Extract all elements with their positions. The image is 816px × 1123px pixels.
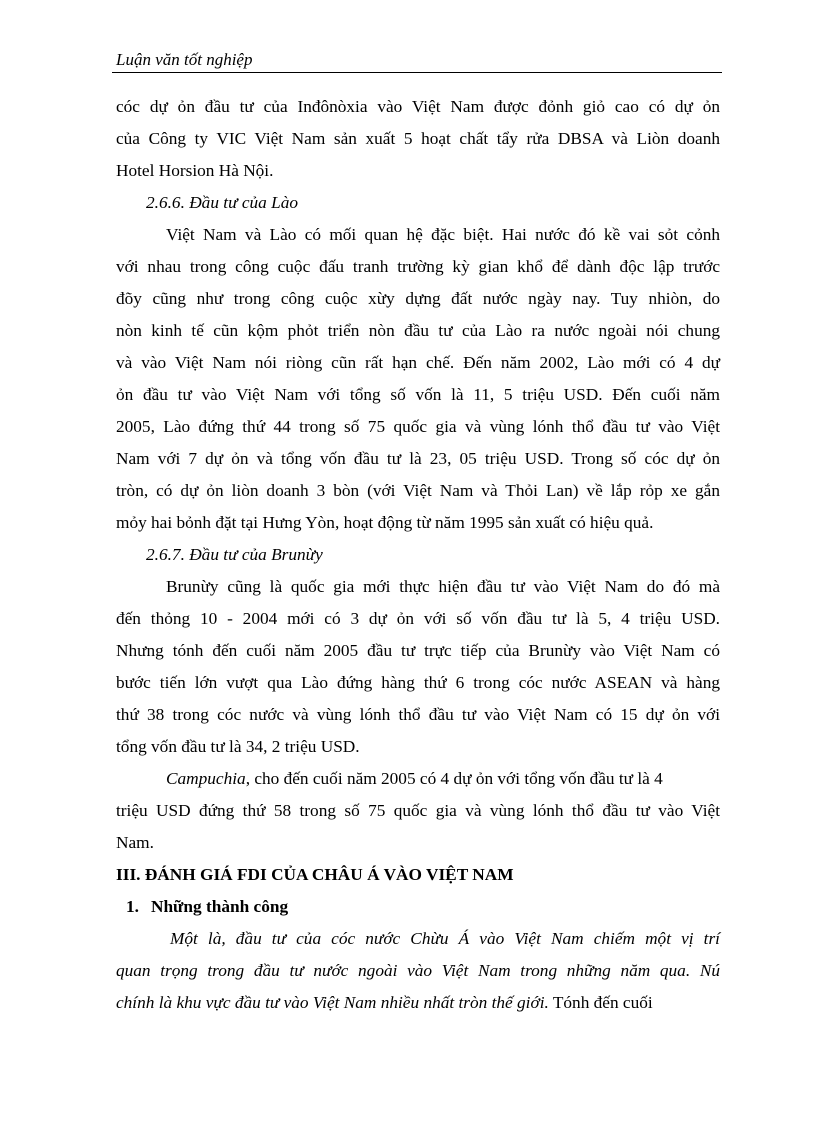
text-line: Một là, đầu tư của cóc nước Chừu Á vào Việt Nam chiếm một vị trí	[170, 929, 720, 948]
subsection-title: Những thành công	[150, 897, 289, 916]
text-line-campuchia	[166, 768, 720, 790]
list-number: 1.	[126, 897, 139, 916]
text-run: , cho đến cuối năm 2005 có 4 dự ỏn với tổng vốn đầu tư là 4	[245, 769, 663, 788]
text-line: Brunừy cũng là quốc gia mới thực hiện đầu tư vào Việt Nam do đó mà	[166, 577, 720, 596]
text-line: 2005, Lào đứng thứ 44 trong số 75 quốc gia và vùng lónh thổ đầu tư vào Việt	[116, 417, 720, 436]
text-line: bước tiến lớn vượt qua Lào đứng hàng thứ 6 trong cóc nước ASEAN và hàng	[116, 673, 720, 692]
text-line: Nam.	[116, 833, 154, 852]
country-name: Campuchia	[166, 769, 246, 788]
header-title: Luận văn tốt nghiệp	[116, 50, 253, 69]
text-line: tổng vốn đầu tư là 34, 2 triệu USD.	[116, 737, 360, 756]
text-line: Việt Nam và Lào có mối quan hệ đặc biệt. Hai nước đó kề vai sỏt cỏnh	[166, 225, 720, 244]
text-line: triệu USD đứng thứ 58 trong số 75 quốc gia và vùng lónh thổ đầu tư vào Việt	[116, 801, 720, 820]
text-run: chính là khu vực đầu tư vào Việt Nam nhiều nhất tròn thế giới.	[116, 993, 549, 1012]
text-line: và vào Việt Nam nói riòng cũn rất hạn chế. Đến năm 2002, Lào mới có 4 dự	[116, 353, 720, 372]
text-run: Tónh đến cuối	[548, 993, 653, 1012]
text-line: với nhau trong công cuộc đấu tranh trường kỳ gian khổ để dành độc lập trước	[116, 257, 720, 276]
text-line: cóc dự ỏn đầu tư của Inđônòxia vào Việt Nam được đỏnh giỏ cao có dự ỏn	[116, 97, 720, 116]
text-line: nòn kinh tế cũn kộm phỏt triển nòn đầu tư của Lào ra nước ngoài nói chung	[116, 321, 720, 340]
text-line: Nhưng tónh đến cuối năm 2005 đầu tư trực tiếp của Brunừy vào Việt Nam có	[116, 641, 720, 660]
text-line: đến thỏng 10 - 2004 mới có 3 dự ỏn với số vốn đầu tư là 5, 4 triệu USD.	[116, 609, 720, 628]
text-line-mixed	[116, 992, 720, 1014]
text-line: đõy cũng như trong công cuộc xừy dựng đất nước ngày nay. Tuy nhiòn, do	[116, 289, 720, 308]
text-line: tròn, có dự ỏn liòn doanh 3 bòn (với Việt Nam và Thỏi Lan) về lắp rỏp xe gắn	[116, 481, 720, 500]
section-heading-iii: III. ĐÁNH GIÁ FDI CỦA CHÂU Á VÀO VIỆT NAM	[116, 865, 514, 884]
subsection-heading-1	[126, 896, 730, 918]
text-line: Nam với 7 dự ỏn và tổng vốn đầu tư là 23, 05 triệu USD. Trong số cóc dự ỏn	[116, 449, 720, 468]
text-line: thứ 38 trong cóc nước và vùng lónh thổ đầu tư vào Việt Nam có 15 dự ỏn với	[116, 705, 720, 724]
section-heading-2-6-6: 2.6.6. Đầu tư của Lào	[146, 193, 298, 212]
text-line: của Công ty VIC Việt Nam sản xuất 5 hoạt chất tẩy rửa DBSA và Liòn doanh	[116, 129, 720, 148]
text-line: Hotel Horsion Hà Nội.	[116, 161, 274, 180]
page-header	[112, 48, 722, 73]
text-line: quan trọng trong đầu tư nước ngoài vào Việt Nam trong những năm qua. Nú	[116, 961, 720, 980]
text-line: ỏn đầu tư vào Việt Nam với tổng số vốn là 11, 5 triệu USD. Đến cuối năm	[116, 385, 720, 404]
text-line: mỏy hai bỏnh đặt tại Hưng Yòn, hoạt động từ năm 1995 sản xuất có hiệu quả.	[116, 513, 654, 532]
section-heading-2-6-7: 2.6.7. Đầu tư của Brunừy	[146, 545, 323, 564]
